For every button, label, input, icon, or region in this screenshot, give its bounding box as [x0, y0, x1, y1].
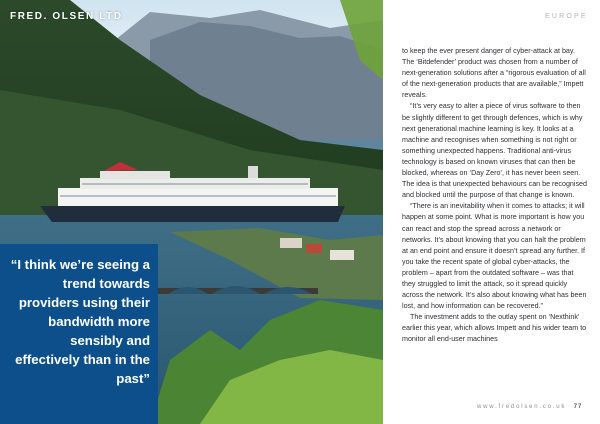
pull-quote: “I think we’re seeing a trend towards providers using their bandwidth more sensibly and effectively than in the past” [10, 257, 150, 386]
section-label: EUROPE [545, 13, 588, 20]
article-body [402, 46, 587, 346]
article-paragraph: “There is an inevitability when it comes to attacks; it will happen at some point. What is more important is how you can react and stop the spread across a network or networks. It’s about knowing that you can halt the problem at an end point and ensure it doesn’t spread any further. If you take the recent spate of global cyber-attacks, the problem – apart from the outdated software – was that they struggled to limit the attack, so it spread quickly across the network. It’s also about knowing what has been lost, and how information can be recovered.” [402, 202, 587, 311]
village-building [330, 250, 354, 260]
footer-url[interactable]: www.fredolsen.co.uk [477, 404, 567, 410]
village-building [306, 244, 322, 253]
page-footer [477, 404, 582, 410]
article-paragraph: to keep the ever present danger of cyber-attack at bay. The ‘Bitdefender’ product was chosen from a number of next-generation solutions after a “rigorous evaluation of all of the next-generation products that are available,” Impett reveals. [402, 47, 586, 100]
article-paragraph: The investment adds to the outlay spent on ‘Nexthink’ earlier this year, which allows Impett and his wider team to monitor all end-user machines [402, 313, 587, 344]
brand-name: FRED. OLSEN LTD [10, 11, 123, 22]
page-number: 77 [573, 404, 583, 410]
article-paragraph: “It’s very easy to alter a piece of virus software to then be slightly different to get through defences, which is why next generational machine learning is key. It looks at a machine and recognises when something is not right or something unexpected happens. Traditional anti-virus technology is based on known viruses that can then be blocked, whereas on ‘Day Zero’, it has never been seen. The idea is that unexpected behaviours can be recognised and blocked until the purpose of that change is known. [402, 102, 587, 200]
village-building [280, 238, 302, 248]
